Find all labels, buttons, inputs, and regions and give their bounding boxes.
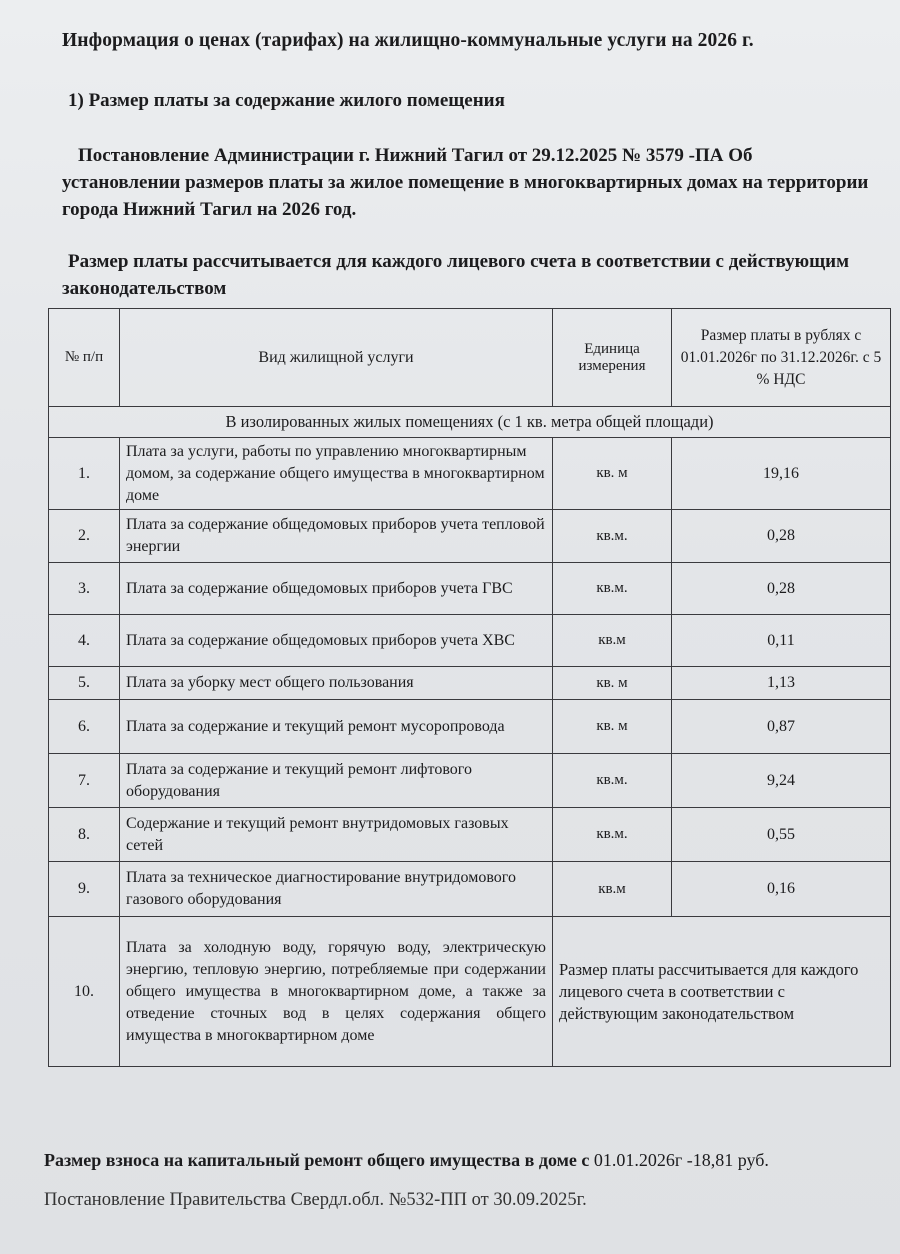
row-price: 1,13	[672, 667, 891, 700]
row-unit: кв.м.	[553, 754, 672, 808]
row-service: Плата за техническое диагностирование внутридомового газового оборудования	[120, 862, 553, 917]
row-num: 3.	[49, 563, 120, 615]
row-service: Плата за холодную воду, горячую воду, электрическую энергию, тепловую энергию, потребляемые при содержании общего имущества в многоквартирном доме, а также за отведение сточных вод в целях содержания общего имущества в многоквартирном доме	[120, 917, 553, 1067]
row-num: 6.	[49, 700, 120, 754]
row-unit: кв.м.	[553, 510, 672, 563]
row-num: 7.	[49, 754, 120, 808]
header-num: № п/п	[49, 309, 120, 407]
row-price: 0,87	[672, 700, 891, 754]
row-unit: кв.м.	[553, 563, 672, 615]
row-num: 10.	[49, 917, 120, 1067]
row-service: Плата за уборку мест общего пользования	[120, 667, 553, 700]
row-service: Плата за содержание общедомовых приборов учета тепловой энергии	[120, 510, 553, 563]
row-price: 0,28	[672, 510, 891, 563]
table-row	[49, 438, 891, 510]
row-price: 0,28	[672, 563, 891, 615]
section-row-label: В изолированных жилых помещениях (с 1 кв. метра общей площади)	[49, 407, 891, 438]
row-service: Плата за услуги, работы по управлению многоквартирным домом, за содержание общего имущества в многоквартирном доме	[120, 438, 553, 510]
capital-repair-value: 01.01.2026г -18,81 руб.	[593, 1150, 769, 1170]
row-num: 5.	[49, 667, 120, 700]
row-unit: кв. м	[553, 700, 672, 754]
calculation-note: Размер платы рассчитывается для каждого лицевого счета в соответствии с действующим законодательством	[62, 251, 850, 299]
row-num: 2.	[49, 510, 120, 563]
row-num: 4.	[49, 615, 120, 667]
table-row	[49, 667, 891, 700]
row-service: Плата за содержание и текущий ремонт мусоропровода	[120, 700, 553, 754]
row-price: 9,24	[672, 754, 891, 808]
capital-repair-label: Размер взноса на капитальный ремонт общего имущества в доме с	[44, 1150, 590, 1170]
row-num: 8.	[49, 808, 120, 862]
row-unit: кв.м	[553, 862, 672, 917]
row-price: 0,11	[672, 615, 891, 667]
table-header-row	[49, 309, 891, 407]
tariff-table	[48, 308, 891, 1067]
row-service: Плата за содержание общедомовых приборов учета ГВС	[120, 563, 553, 615]
table-row	[49, 615, 891, 667]
row-unit: кв. м	[553, 438, 672, 510]
row-service: Содержание и текущий ремонт внутридомовых газовых сетей	[120, 808, 553, 862]
row-price: 0,55	[672, 808, 891, 862]
government-decree: Постановление Правительства Свердл.обл. №532-ПП от 30.09.2025г.	[44, 1190, 587, 1210]
row-num: 1.	[49, 438, 120, 510]
table-row	[49, 563, 891, 615]
row-service: Плата за содержание и текущий ремонт лифтового оборудования	[120, 754, 553, 808]
header-price: Размер платы в рублях с 01.01.2026г по 31.12.2026г. с 5 % НДС	[672, 309, 891, 407]
decree-text: Постановление Администрации г. Нижний Тагил от 29.12.2025 № 3579 -ПА Об установлении размеров платы за жилое помещение в многоквартирных домах на территории города Нижний Тагил на 2026 год.	[62, 145, 869, 220]
row-price: 19,16	[672, 438, 891, 510]
row-unit: кв.м.	[553, 808, 672, 862]
table-row	[49, 700, 891, 754]
capital-repair-contribution	[44, 1150, 884, 1171]
document-title: Информация о ценах (тарифах) на жилищно-коммунальные услуги на 2026 г.	[62, 30, 754, 51]
row-unit: кв.м	[553, 615, 672, 667]
section-heading: 1) Размер платы за содержание жилого помещения	[68, 90, 505, 111]
table-section-row	[49, 407, 891, 438]
row-price: 0,16	[672, 862, 891, 917]
header-service: Вид жилищной услуги	[120, 309, 553, 407]
row-service: Плата за содержание общедомовых приборов учета ХВС	[120, 615, 553, 667]
row-num: 9.	[49, 862, 120, 917]
header-unit: Единица измерения	[553, 309, 672, 407]
row-unit: кв. м	[553, 667, 672, 700]
table-row	[49, 808, 891, 862]
row-price-note: Размер платы рассчитывается для каждого лицевого счета в соответствии с действующим законодательством	[553, 917, 891, 1067]
table-row	[49, 917, 891, 1067]
table-row	[49, 862, 891, 917]
table-row	[49, 754, 891, 808]
table-row	[49, 510, 891, 563]
